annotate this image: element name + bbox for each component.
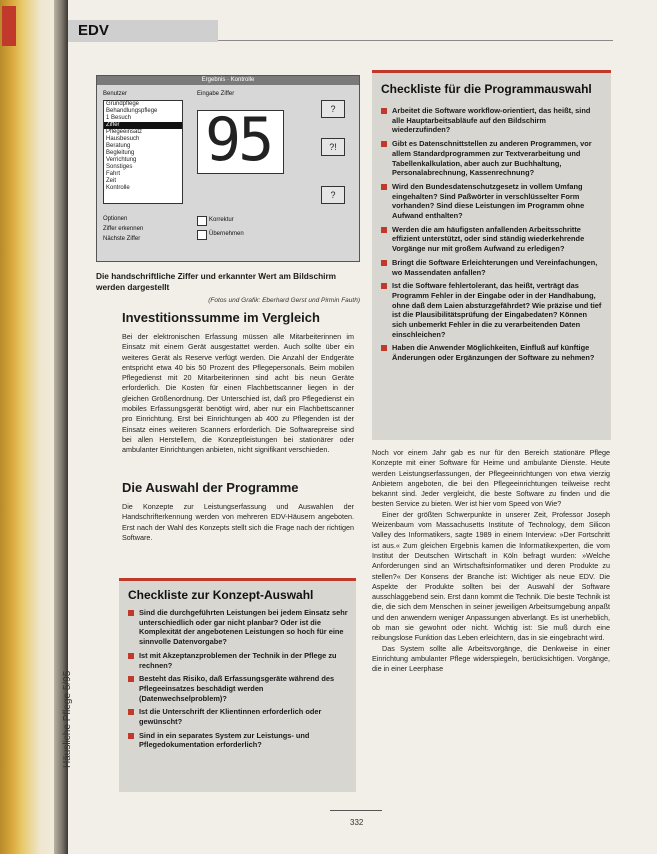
- figure-source: (Fotos und Grafik: Eberhard Gerst und Pirmin Fauth): [208, 297, 360, 304]
- checklist-items: [128, 608, 350, 754]
- checklist-item: Sind die durchgeführten Leistungen bei jedem Einsatz sehr unterschiedlich oder gar nicht planbar? Oder ist die Komplexität der angebotenen Leistungen so hoch für eine sinnvolle Datenvorgabe?: [128, 608, 350, 647]
- list-item: Hausbesuch: [106, 136, 140, 142]
- box-accent-bar: [372, 70, 611, 73]
- section-body: Bei der elektronischen Erfassung müssen alle Mitarbeiterinnen im Einsatz mit einem Gerät ausgestattet werden. Auch sollte über ein weiteres Gerät als Reserve verfügt werden. Die Anzahl der Endgeräte entspricht etwa 40 bis 50 Prozent des Pflegepersonals. Beim mobilen Pflegedienst mit 20 Mitarbeiterinnen sind acht bis neun Geräte erforderlich. Die Kosten für einen Flachbettscanner liegen in der gleichen Größenordnung. Der Unterschied ist, daß pro Pflegedienst ein mobiles Erfassungsgerät benötigt wird, aber nur ein Flachbettscanner pro Einrichtung. Erst bei Einrichtungen ab 400 zu Pflegenden ist der Einsatz eines weiteren Scanners erforderlich. Die Softwarepreise sind bei allen Herstellern, die Konzeptleistungen bei stationärer oder ambulanter Einrichtungen anbieten, nicht signifikant verschieden.: [122, 332, 354, 455]
- item-list: [103, 100, 183, 204]
- handwritten-digits: [197, 105, 284, 175]
- right-column-text: [372, 448, 610, 804]
- checklist-program: [372, 70, 611, 440]
- box-accent-bar: [119, 578, 356, 581]
- list-item: Verrichtung: [106, 157, 137, 163]
- checkbox-correction-label: Korrektur: [209, 217, 234, 223]
- option-recognize: Ziffer erkennen: [103, 226, 144, 232]
- section-body: Die Konzepte zur Leistungserfassung und Auswahlen der Handschrifterkennung werden von mehreren EDV-Häusern angeboten. Erst nach der Wahl des Konzepts stellt sich die Frage nach der richtigen Software.: [122, 502, 354, 542]
- checklist-item: Arbeitet die Software workflow-orientiert, das heißt, sind alle Hauptarbeitsabläufe auf den Bildschirm wiederzufinden?: [381, 106, 603, 135]
- checklist-item: Ist die Unterschrift der Klientinnen erforderlich oder gewünscht?: [128, 707, 350, 726]
- list-item: Kontrolle: [106, 185, 130, 191]
- query-button: ?: [321, 186, 345, 204]
- list-item: Pflegeeinsatz: [106, 129, 143, 135]
- checklist-item: Wird den Bundesdatenschutzgesetz in vollem Umfang eingehalten? Sind Paßwörter in verschlüsselter Form vorhanden? Sind diese Leistungen im Programm ohne Aufwand enthalten?: [381, 182, 603, 221]
- list-item: Sonstiges: [106, 164, 133, 170]
- checklist-item: Werden die am häufigsten anfallenden Arbeitsschritte effizient unterstützt, oder sind ständig wiederkehrende Vorgänge nur mit großem Aufwand zu erledigen?: [381, 225, 603, 254]
- section-title: EDV: [78, 22, 109, 39]
- check-button: ?!: [321, 138, 345, 156]
- checklist-item: Haben die Anwender Möglichkeiten, Einfluß auf künftige Änderungen oder Ergänzungen der Software zu nehmen?: [381, 343, 603, 362]
- bullet-icon: [128, 653, 134, 659]
- bullet-icon: [128, 733, 134, 739]
- book-spine: [0, 0, 68, 854]
- section-heading: Die Auswahl der Programme: [122, 480, 299, 495]
- checkbox-correction: [197, 216, 207, 226]
- checklist-item: Ist mit Akzeptanzproblemen der Technik in der Pflege zu rechnen?: [128, 651, 350, 670]
- checklist-item: Sind in ein separates System zur Leistungs- und Pflegedokumentation erforderlich?: [128, 731, 350, 750]
- paragraph: Das System sollte alle Arbeitsvorgänge, die Denkweise in einer Einrichtung ambulanter Pflege widerspiegeln, berücksichtigen. Vorgänge, die in einer Leerphase: [372, 643, 610, 674]
- recognized-value: 95: [205, 105, 272, 175]
- window-title: Ergebnis · Kontrolle: [97, 76, 359, 85]
- field-label: Eingabe Ziffer: [197, 91, 235, 97]
- section-header: [68, 20, 218, 42]
- bullet-icon: [128, 709, 134, 715]
- option-next: Nächste Ziffer: [103, 236, 141, 242]
- list-item: Zeit: [106, 178, 117, 184]
- bullet-icon: [128, 610, 134, 616]
- page-number: 332: [350, 818, 364, 827]
- bullet-icon: [381, 184, 387, 190]
- spine-marker: [2, 6, 16, 46]
- footer-rule: [330, 810, 382, 811]
- bullet-icon: [381, 108, 387, 114]
- software-screenshot: [96, 75, 360, 262]
- section-programs: [122, 480, 354, 543]
- section-investment: [122, 310, 354, 456]
- checklist-item: Ist die Software fehlertolerant, das heißt, verträgt das Programm Fehler in der Eingabe oder in der Handhabung, ohne daß dem Laien absturzgefährdet? Wie präzise und tief ist die Plausibilitätsprüfung der Eingabedaten? Können sich unbemerkt Fehler in die zu verarbeitenden Daten einschleichen?: [381, 281, 603, 339]
- bullet-icon: [381, 141, 387, 147]
- checklist-item: Besteht das Risiko, daß Erfassungsgeräte während des Pflegeeinsatzes beschädigt werden (Datenwechselproblem)?: [128, 674, 350, 703]
- figure-caption: Die handschriftliche Ziffer und erkannter Wert am Bildschirm werden dargestellt: [96, 271, 337, 292]
- list-item: Behandlungspflege: [106, 108, 158, 114]
- bullet-icon: [381, 345, 387, 351]
- list-item: Beratung: [106, 143, 131, 149]
- header-rule: [218, 40, 613, 41]
- checklist-item: Bringt die Software Erleichterungen und Vereinfachungen, wo Massendaten anfallen?: [381, 258, 603, 277]
- bullet-icon: [381, 283, 387, 289]
- paragraph: Einer der größten Schwerpunkte in unserer Zeit, Professor Joseph Weizenbaum vom Massachusetts Institute of Technology, dem Silicon Valley des Informatikers, sagte 1989 in einem Interview: »Der Fortschritt ist aus.« Zum gleichen Ergebnis kamen die Informatikexperten, die vom Institut der Deutschen Wirtschaft in Köln befragt wurden: »Welche Anforderungen sind an Wirtschaftsinformatiker und deren Produkte zu stellen?« Der Konsens der Branche ist: Wichtiger als neue EDV. Die Aspekte der Produkte sollten bei der Auswahl der Software ausschlaggebend sein. Erst dann kommt die Technik. Die beste Technik ist die, die sich dem Menschen in seiner jeweiligen Arbeitsumgebung anpaßt und den anwendern weniger Anpassungen abverlangt. Es ist unerheblich, ob man sie gewohnt oder nicht. Wichtig ist: Sie muß durch eine reibungslose Funktion das Leben erleichtern, das in sie eingebracht wird.: [372, 509, 610, 643]
- journal-label: Häusliche Pflege 5/95: [62, 670, 73, 768]
- list-label: Benutzer: [103, 91, 128, 97]
- checklist-title: Checkliste zur Konzept-Auswahl: [128, 588, 314, 602]
- checklist-concept: [119, 578, 356, 792]
- options-label: Optionen: [103, 216, 128, 222]
- bullet-icon: [381, 227, 387, 233]
- checklist-title: Checkliste für die Programmauswahl: [381, 82, 592, 96]
- checkbox-accept: [197, 230, 207, 240]
- checklist-item: Gibt es Datenschnittstellen zu anderen Programmen, vor allem Standardprogrammen zur Textverarbeitung und Tabellenkalkulation, aber auch zur Buchhaltung, Personalabrechnung, Kassenrechnung?: [381, 139, 603, 178]
- bullet-icon: [381, 260, 387, 266]
- help-button: ?: [321, 100, 345, 118]
- bullet-icon: [128, 676, 134, 682]
- list-item: Fahrt: [106, 171, 121, 177]
- list-item: Begleitung: [106, 150, 135, 156]
- list-item: 1 Besuch: [106, 115, 132, 121]
- paragraph: Noch vor einem Jahr gab es nur für den Bereich stationäre Pflege Konzepte mit einer Software für Heime und ambulante Dienste. Heute werden Leistungserfassungen, der Pflegeeinrichtungen von etwa vierzig Anbietern angeboten, die bei den Pflegeeinrichtungen teilweise recht bekannt sind. Jeder vergleicht, die beste Software zu finden und die besten Service zu bieten. Wer ist hier vom Speed von Wie?: [372, 448, 610, 509]
- list-item-selected: Ziffer: [104, 122, 182, 129]
- list-item: Grundpflege: [106, 101, 140, 107]
- section-heading: Investitionssumme im Vergleich: [122, 310, 320, 325]
- checkbox-accept-label: Übernehmen: [209, 231, 244, 237]
- checklist-items: [381, 106, 603, 367]
